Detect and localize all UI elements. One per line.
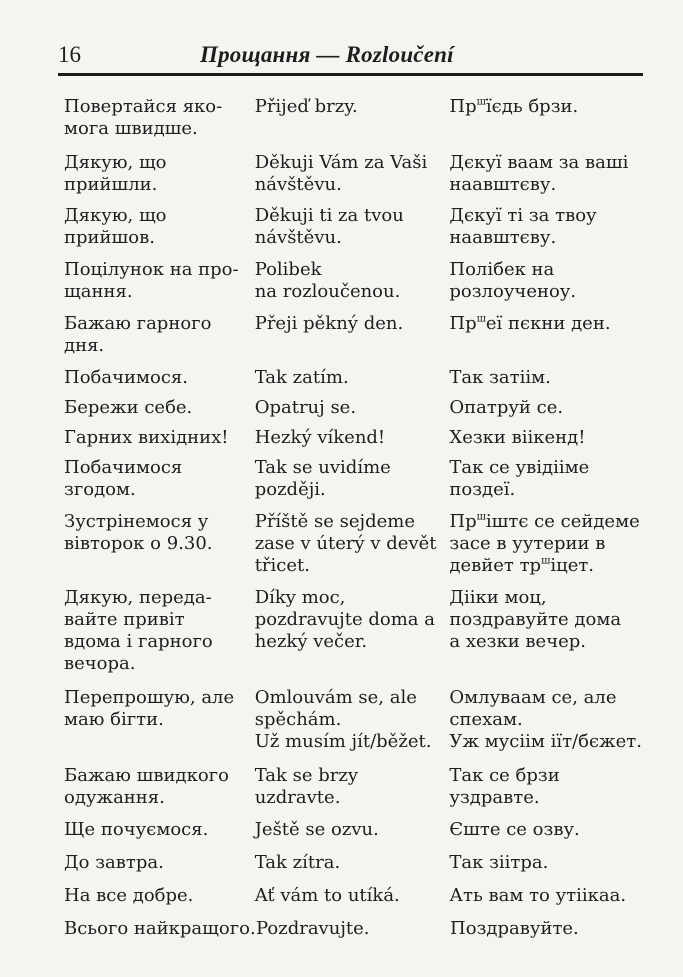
czech-line: Díky moc, — [254, 587, 346, 608]
ukrainian-line: прийшли. — [64, 174, 158, 195]
transcription-line: Хезки віікенд! — [449, 427, 586, 448]
phrase-row — [58, 205, 643, 259]
ukrainian-line: Бережи себе. — [64, 397, 193, 418]
ukrainian-line: Ще почуємося. — [64, 819, 209, 840]
czech-line: Hezký víkend! — [254, 427, 386, 448]
transcription-line: наавштєву. — [449, 227, 557, 248]
czech-line: Tak se brzy — [254, 765, 359, 786]
czech-phrase — [255, 205, 450, 249]
czech-line: Už musím jít/běžet. — [254, 731, 432, 752]
transcription-line: Дєкуї ваам за ваші — [449, 152, 629, 173]
ukrainian-line: Повертайся яко- — [64, 96, 223, 117]
czech-phrase — [255, 852, 450, 874]
czech-phrase — [255, 427, 450, 449]
transcription-line: Так се брзи — [449, 765, 560, 786]
czech-phrase — [255, 885, 450, 907]
phrase-row — [58, 852, 643, 885]
transcription-line: Омлуваам се, але — [449, 687, 617, 708]
ukrainian-phrase — [58, 457, 255, 501]
phrase-row — [58, 511, 643, 587]
phrase-row — [58, 313, 643, 367]
ukrainian-line: Побачимося. — [64, 367, 188, 388]
ukrainian-line: вівторок о 9.30. — [64, 533, 213, 554]
transcription-line: поздеї. — [449, 479, 516, 500]
transcription-phrase — [449, 259, 643, 303]
czech-line: Příště se sejdeme — [254, 511, 415, 532]
ukrainian-line: вечора. — [64, 653, 136, 674]
phrase-table — [58, 96, 643, 948]
ukrainian-phrase — [58, 885, 255, 907]
czech-line: spěchám. — [254, 709, 342, 730]
ukrainian-phrase — [58, 511, 255, 555]
czech-line: Přijeď brzy. — [254, 96, 358, 117]
transcription-line: Єште се озву. — [449, 819, 580, 840]
ukrainian-line: вдома і гарного — [64, 631, 213, 652]
ukrainian-line: щання. — [64, 281, 133, 302]
ukrainian-phrase — [58, 397, 255, 419]
transcription-line: Ать вам то утіікаа. — [449, 885, 627, 906]
czech-phrase — [255, 765, 450, 809]
ukrainian-phrase — [58, 259, 255, 303]
ukrainian-phrase — [58, 587, 255, 675]
phrase-row — [58, 367, 643, 397]
czech-phrase — [255, 511, 450, 577]
ukrainian-line: На все добре. — [64, 885, 194, 906]
transcription-line: Полібек на — [449, 259, 555, 280]
transcription-line: а хезки вечер. — [449, 631, 587, 652]
ukrainian-line: дня. — [64, 335, 105, 356]
ukrainian-line: Побачимося — [64, 457, 183, 478]
ukrainian-line: Зустрінемося у — [64, 511, 209, 532]
czech-line: Děkuji Vám za Vaši — [254, 152, 428, 173]
ukrainian-phrase — [58, 918, 256, 940]
czech-line: Opatruj se. — [254, 397, 357, 418]
ukrainian-line: Дякую, переда- — [64, 587, 212, 608]
transcription-phrase — [449, 313, 643, 335]
czech-line: hezký večer. — [254, 631, 368, 652]
transcription-line: наавштєву. — [449, 174, 557, 195]
czech-line: na rozloučenou. — [254, 281, 401, 302]
phrase-row — [58, 687, 643, 765]
ukrainian-line: Гарних вихідних! — [64, 427, 229, 448]
ukrainian-phrase — [58, 427, 255, 449]
ukrainian-line: Бажаю швидкого — [64, 765, 229, 786]
czech-line: Pozdravujte. — [256, 918, 370, 939]
transcription-phrase — [449, 205, 643, 249]
ukrainian-line: Всього найкращого. — [64, 918, 256, 939]
page-number: 16 — [58, 42, 81, 67]
ukrainian-phrase — [58, 152, 255, 196]
ukrainian-line: До завтра. — [64, 852, 164, 873]
page-header — [58, 40, 643, 76]
ukrainian-phrase — [58, 367, 255, 389]
transcription-line: спехам. — [449, 709, 523, 730]
ukrainian-phrase — [58, 205, 255, 249]
czech-line: Polibek — [254, 259, 322, 280]
czech-line: Přeji pěkný den. — [254, 313, 404, 334]
transcription-line: Опатруй се. — [449, 397, 564, 418]
phrase-row — [58, 819, 643, 852]
czech-line: návštěvu. — [254, 174, 342, 195]
czech-line: pozdravujte doma a — [254, 609, 435, 630]
phrase-row — [58, 259, 643, 313]
transcription-line: уздравте. — [449, 787, 540, 808]
czech-phrase — [255, 687, 450, 753]
transcription-phrase — [449, 687, 643, 753]
transcription-line: засе в уутерии в — [449, 533, 606, 554]
czech-line: Tak zítra. — [254, 852, 341, 873]
ukrainian-line: одужання. — [64, 787, 165, 808]
ukrainian-line: Перепрошую, але — [64, 687, 235, 708]
ukrainian-line: вайте привіт — [64, 609, 185, 630]
czech-line: Tak zatím. — [254, 367, 349, 388]
phrase-row — [58, 427, 643, 457]
transcription-line: девйет $тр^шіцет$. — [449, 555, 595, 576]
czech-line: zase v úterý v devět — [254, 533, 437, 554]
czech-phrase — [255, 152, 450, 196]
phrase-row — [58, 152, 643, 205]
ukrainian-line: прийшов. — [64, 227, 155, 248]
transcription-line: $Пр^шїєдь$ брзи. — [449, 96, 579, 117]
transcription-phrase — [449, 587, 643, 653]
czech-line: uzdravte. — [254, 787, 341, 808]
transcription-phrase — [449, 819, 643, 841]
ukrainian-line: мога швидше. — [64, 118, 198, 139]
phrase-row — [58, 885, 643, 918]
transcription-line: Так затіім. — [449, 367, 551, 388]
czech-line: Omlouvám se, ale — [254, 687, 417, 708]
phrase-row — [58, 457, 643, 511]
transcription-line: $Пр^шіштє$ се сейдеме — [449, 511, 640, 532]
transcription-phrase — [449, 397, 643, 419]
ukrainian-phrase — [58, 313, 255, 357]
czech-phrase — [255, 96, 450, 118]
czech-phrase — [255, 313, 450, 335]
ukrainian-phrase — [58, 765, 255, 809]
transcription-line: $Пр^шеї$ пєкни ден. — [449, 313, 611, 334]
ukrainian-line: згодом. — [64, 479, 136, 500]
transcription-phrase — [449, 852, 643, 874]
czech-line: návštěvu. — [254, 227, 342, 248]
ukrainian-line: Бажаю гарного — [64, 313, 212, 334]
czech-line: později. — [254, 479, 326, 500]
transcription-phrase — [449, 457, 643, 501]
transcription-line: Дііки моц, — [449, 587, 547, 608]
phrase-row — [58, 397, 643, 427]
transcription-line: поздравуйте дома — [449, 609, 622, 630]
ukrainian-line: Дякую, що — [64, 152, 167, 173]
czech-line: třicet. — [254, 555, 310, 576]
ukrainian-line: Поцілунок на про- — [64, 259, 239, 280]
czech-phrase — [255, 397, 450, 419]
czech-phrase — [256, 918, 450, 940]
czech-line: Děkuji ti za tvou — [254, 205, 404, 226]
transcription-line: Так се увідііме — [449, 457, 590, 478]
czech-line: Ať vám to utíká. — [254, 885, 400, 906]
ukrainian-line: Дякую, що — [64, 205, 167, 226]
transcription-phrase — [449, 367, 643, 389]
transcription-line: Поздравуйте. — [450, 918, 579, 939]
transcription-phrase — [449, 152, 643, 196]
czech-phrase — [255, 587, 450, 653]
ukrainian-phrase — [58, 96, 255, 140]
transcription-line: Уж мусіім іїт/бєжет. — [449, 731, 642, 752]
czech-phrase — [255, 367, 450, 389]
czech-line: Ještě se ozvu. — [254, 819, 379, 840]
ukrainian-line: маю бігти. — [64, 709, 164, 730]
czech-phrase — [255, 819, 450, 841]
phrase-row — [58, 765, 643, 819]
transcription-line: Дєкуї ті за твоу — [449, 205, 597, 226]
transcription-phrase — [449, 765, 643, 809]
ukrainian-phrase — [58, 687, 255, 731]
transcription-line: розлоученоу. — [449, 281, 577, 302]
czech-phrase — [255, 457, 450, 501]
ukrainian-phrase — [58, 852, 255, 874]
transcription-line: Так зіітра. — [449, 852, 549, 873]
page-title: Прощання — Rozloučení — [200, 42, 454, 67]
transcription-phrase — [449, 885, 643, 907]
czech-line: Tak se uvidíme — [254, 457, 391, 478]
phrase-row — [58, 918, 643, 948]
ukrainian-phrase — [58, 819, 255, 841]
czech-phrase — [255, 259, 450, 303]
transcription-phrase — [450, 918, 643, 940]
transcription-phrase — [449, 511, 643, 577]
phrase-row — [58, 587, 643, 687]
transcription-phrase — [449, 96, 643, 118]
transcription-phrase — [449, 427, 643, 449]
phrase-row — [58, 96, 643, 152]
